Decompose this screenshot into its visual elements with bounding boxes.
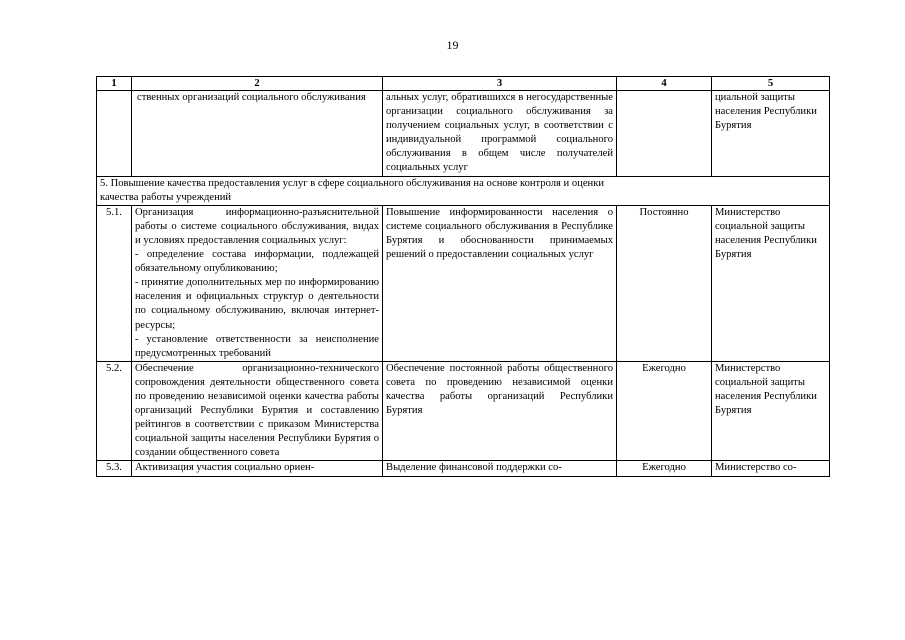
row-number: 5.2.: [97, 361, 132, 461]
header-col-3: 3: [383, 77, 617, 91]
table-row: [97, 361, 830, 461]
continuation-row: [97, 91, 830, 177]
row-result: Повышение информированности населения о системе социального обслуживания в Республике Бурятия и обоснованности принимаемых решений о предоставлении социальных услуг: [383, 205, 617, 361]
row-executor: Министерство социальной защиты населения Республики Бурятия: [712, 361, 830, 461]
measures-table: [96, 76, 830, 477]
row-executor: Министерство социальной защиты населения Республики Бурятия: [712, 205, 830, 361]
row-result: Обеспечение постоянной работы общественного совета по проведению независимой оценки качества работы организаций Республики Бурятия: [383, 361, 617, 461]
section-title: 5. Повышение качества предоставления услуг в сфере социального обслуживания на основе контроля и оценки качества работы учреждений: [97, 176, 830, 205]
table-row: [97, 461, 830, 476]
header-col-2: 2: [132, 77, 383, 91]
header-col-4: 4: [617, 77, 712, 91]
row-measure: Обеспечение организационно-технического сопровождения деятельности общественного совета по проведению независимой оценки качества работы организаций Республики Бурятия и составлению рейтингов в соответствии с приказом Министерства социальной защиты населения Республики Бурятия о создании общественного совета: [132, 361, 383, 461]
header-col-5: 5: [712, 77, 830, 91]
section-row: [97, 176, 830, 205]
continuation-period: [617, 91, 712, 177]
header-col-1: 1: [97, 77, 132, 91]
row-number: 5.3.: [97, 461, 132, 476]
continuation-result: альных услуг, обратившихся в негосударственные организации социального обслуживания за получением социальных услуг, в соответствии с индивидуальной программой социального обслуживания в общем числе получателей социальных услуг: [383, 91, 617, 177]
continuation-num: [97, 91, 132, 177]
table-row: [97, 205, 830, 361]
row-period: Постоянно: [617, 205, 712, 361]
row-measure: Организация информационно-разъяснительной работы о системе социального обслуживания, видах и условиях предоставления социальных услуг: - определение состава информации, подлежащей обязательному опубликованию; - принятие дополнительных мер по информированию населения и официальных структур о деятельности по социальному обслуживанию, включая интернет-ресурсы; - установление ответственности за неисполнение предусмотренных требований: [132, 205, 383, 361]
row-result: Выделение финансовой поддержки со-: [383, 461, 617, 476]
row-measure: Активизация участия социально ориен-: [132, 461, 383, 476]
row-period: Ежегодно: [617, 461, 712, 476]
continuation-executor: циальной защиты населения Республики Бурятия: [712, 91, 830, 177]
page-number: 19: [446, 38, 459, 52]
continuation-measure: ственных организаций социального обслуживания: [132, 91, 383, 177]
row-number: 5.1.: [97, 205, 132, 361]
row-period: Ежегодно: [617, 361, 712, 461]
row-executor: Министерство со-: [712, 461, 830, 476]
table-header-row: [97, 77, 830, 91]
